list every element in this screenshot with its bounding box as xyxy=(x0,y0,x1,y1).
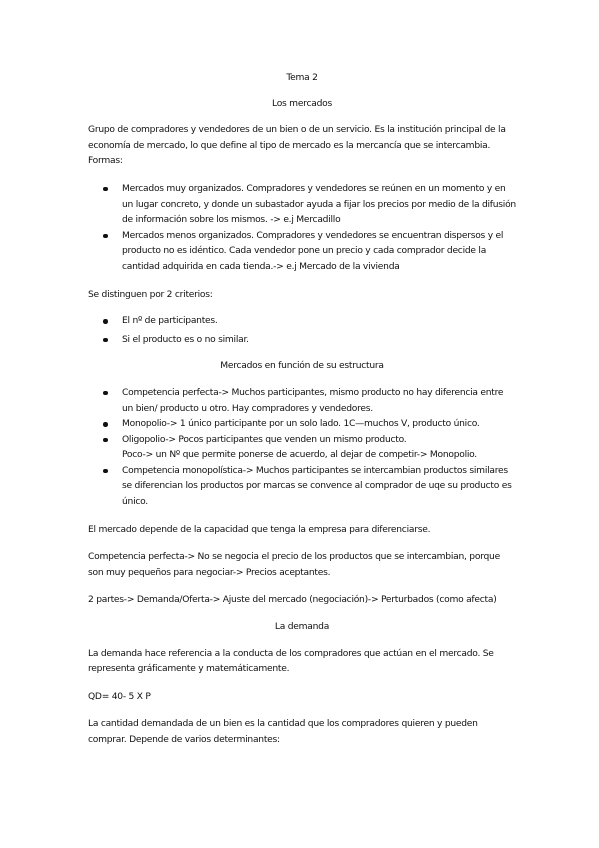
bullet-icon xyxy=(103,391,108,396)
intro-paragraph: Grupo de compradores y vendedores de un bien o de un servicio. Es la institución principal de la economía de mercado, lo que define al tipo de mercado es la mercancía que se intercambia. Formas: xyxy=(88,125,506,167)
list-item-text: Competencia perfecta-> Muchos participantes, mismo producto no hay diferencia entre un bien/ producto u otro. Hay compradores y vendedores. xyxy=(122,387,504,414)
bullet-icon xyxy=(103,469,108,474)
list-item xyxy=(88,333,516,349)
list-item-text: Si el producto es o no similar. xyxy=(122,334,249,345)
list-item-text: Mercados muy organizados. Compradores y vendedores se reúnen en un momento y en un lugar concreto, y donde un subastador ayuda a fijar los precios por medio de la difusión de información sobre los mismos. -> e.j Mercadillo xyxy=(122,183,516,226)
paragraph-capacity: El mercado depende de la capacidad que tenga la empresa para diferenciarse. xyxy=(88,524,431,535)
list-item-subtext: Poco-> un Nº que permite ponerse de acuerdo, al dejar de competir-> Monopolio. xyxy=(122,450,477,461)
section-heading-markets: Los mercados xyxy=(272,98,332,109)
list-item-text: El nº de participantes. xyxy=(122,316,218,327)
list-item xyxy=(88,433,516,464)
document-body xyxy=(88,71,516,749)
bullet-icon xyxy=(103,187,108,192)
page-title: Tema 2 xyxy=(286,73,318,83)
bullet-icon xyxy=(103,234,108,239)
list-item xyxy=(88,182,516,229)
demand-formula: QD= 40- 5 X P xyxy=(88,691,151,702)
list-item xyxy=(88,464,516,511)
section-heading-structure: Mercados en función de su estructura xyxy=(220,361,384,372)
paragraph-demand: La demanda hace referencia a la conducta de los compradores que actúan en el mercado. Se representa gráficamente y matemáticamente. xyxy=(88,648,494,675)
list-item xyxy=(88,386,516,417)
criteria-list xyxy=(88,314,516,348)
list-item-text: Mercados menos organizados. Compradores y vendedores se encuentran dispersos y el producto no es idéntico. Cada vendedor pone un precio y cada comprador decide la cantidad adquirida en cada tienda.-> e.j Mercado de la vivienda xyxy=(122,230,504,272)
market-forms-list xyxy=(88,182,516,276)
structure-list xyxy=(88,386,516,511)
list-item-text: Oligopolio-> Pocos participantes que venden un mismo producto. xyxy=(122,434,407,445)
paragraph-two-parts: 2 partes-> Demanda/Oferta-> Ajuste del mercado (negociación)-> Perturbados (como afecta) xyxy=(88,595,497,606)
list-item xyxy=(88,417,516,433)
bullet-icon xyxy=(103,422,108,427)
section-heading-demand: La demanda xyxy=(274,622,330,633)
criteria-intro: Se distinguen por 2 criterios: xyxy=(88,289,213,300)
paragraph-quantity: La cantidad demandada de un bien es la cantidad que los compradores quieren y pueden comprar. Depende de varios determinantes: xyxy=(88,719,478,745)
list-item-text: Competencia monopolística-> Muchos participantes se intercambian productos similares se diferencian los productos por marcas se convence al comprador de uqe su producto es único. xyxy=(122,465,512,508)
list-item xyxy=(88,229,516,276)
list-item xyxy=(88,314,516,330)
list-item-text: Monopolio-> 1 único participante por un solo lado. 1C—muchos V, producto único. xyxy=(122,419,480,430)
paragraph-perfect-competition: Competencia perfecta-> No se negocia el precio de los productos que se intercambian, porque son muy pequeños para negociar-> Precios aceptantes. xyxy=(88,552,500,578)
bullet-icon xyxy=(103,338,108,343)
bullet-icon xyxy=(103,438,108,443)
bullet-icon xyxy=(103,319,108,324)
